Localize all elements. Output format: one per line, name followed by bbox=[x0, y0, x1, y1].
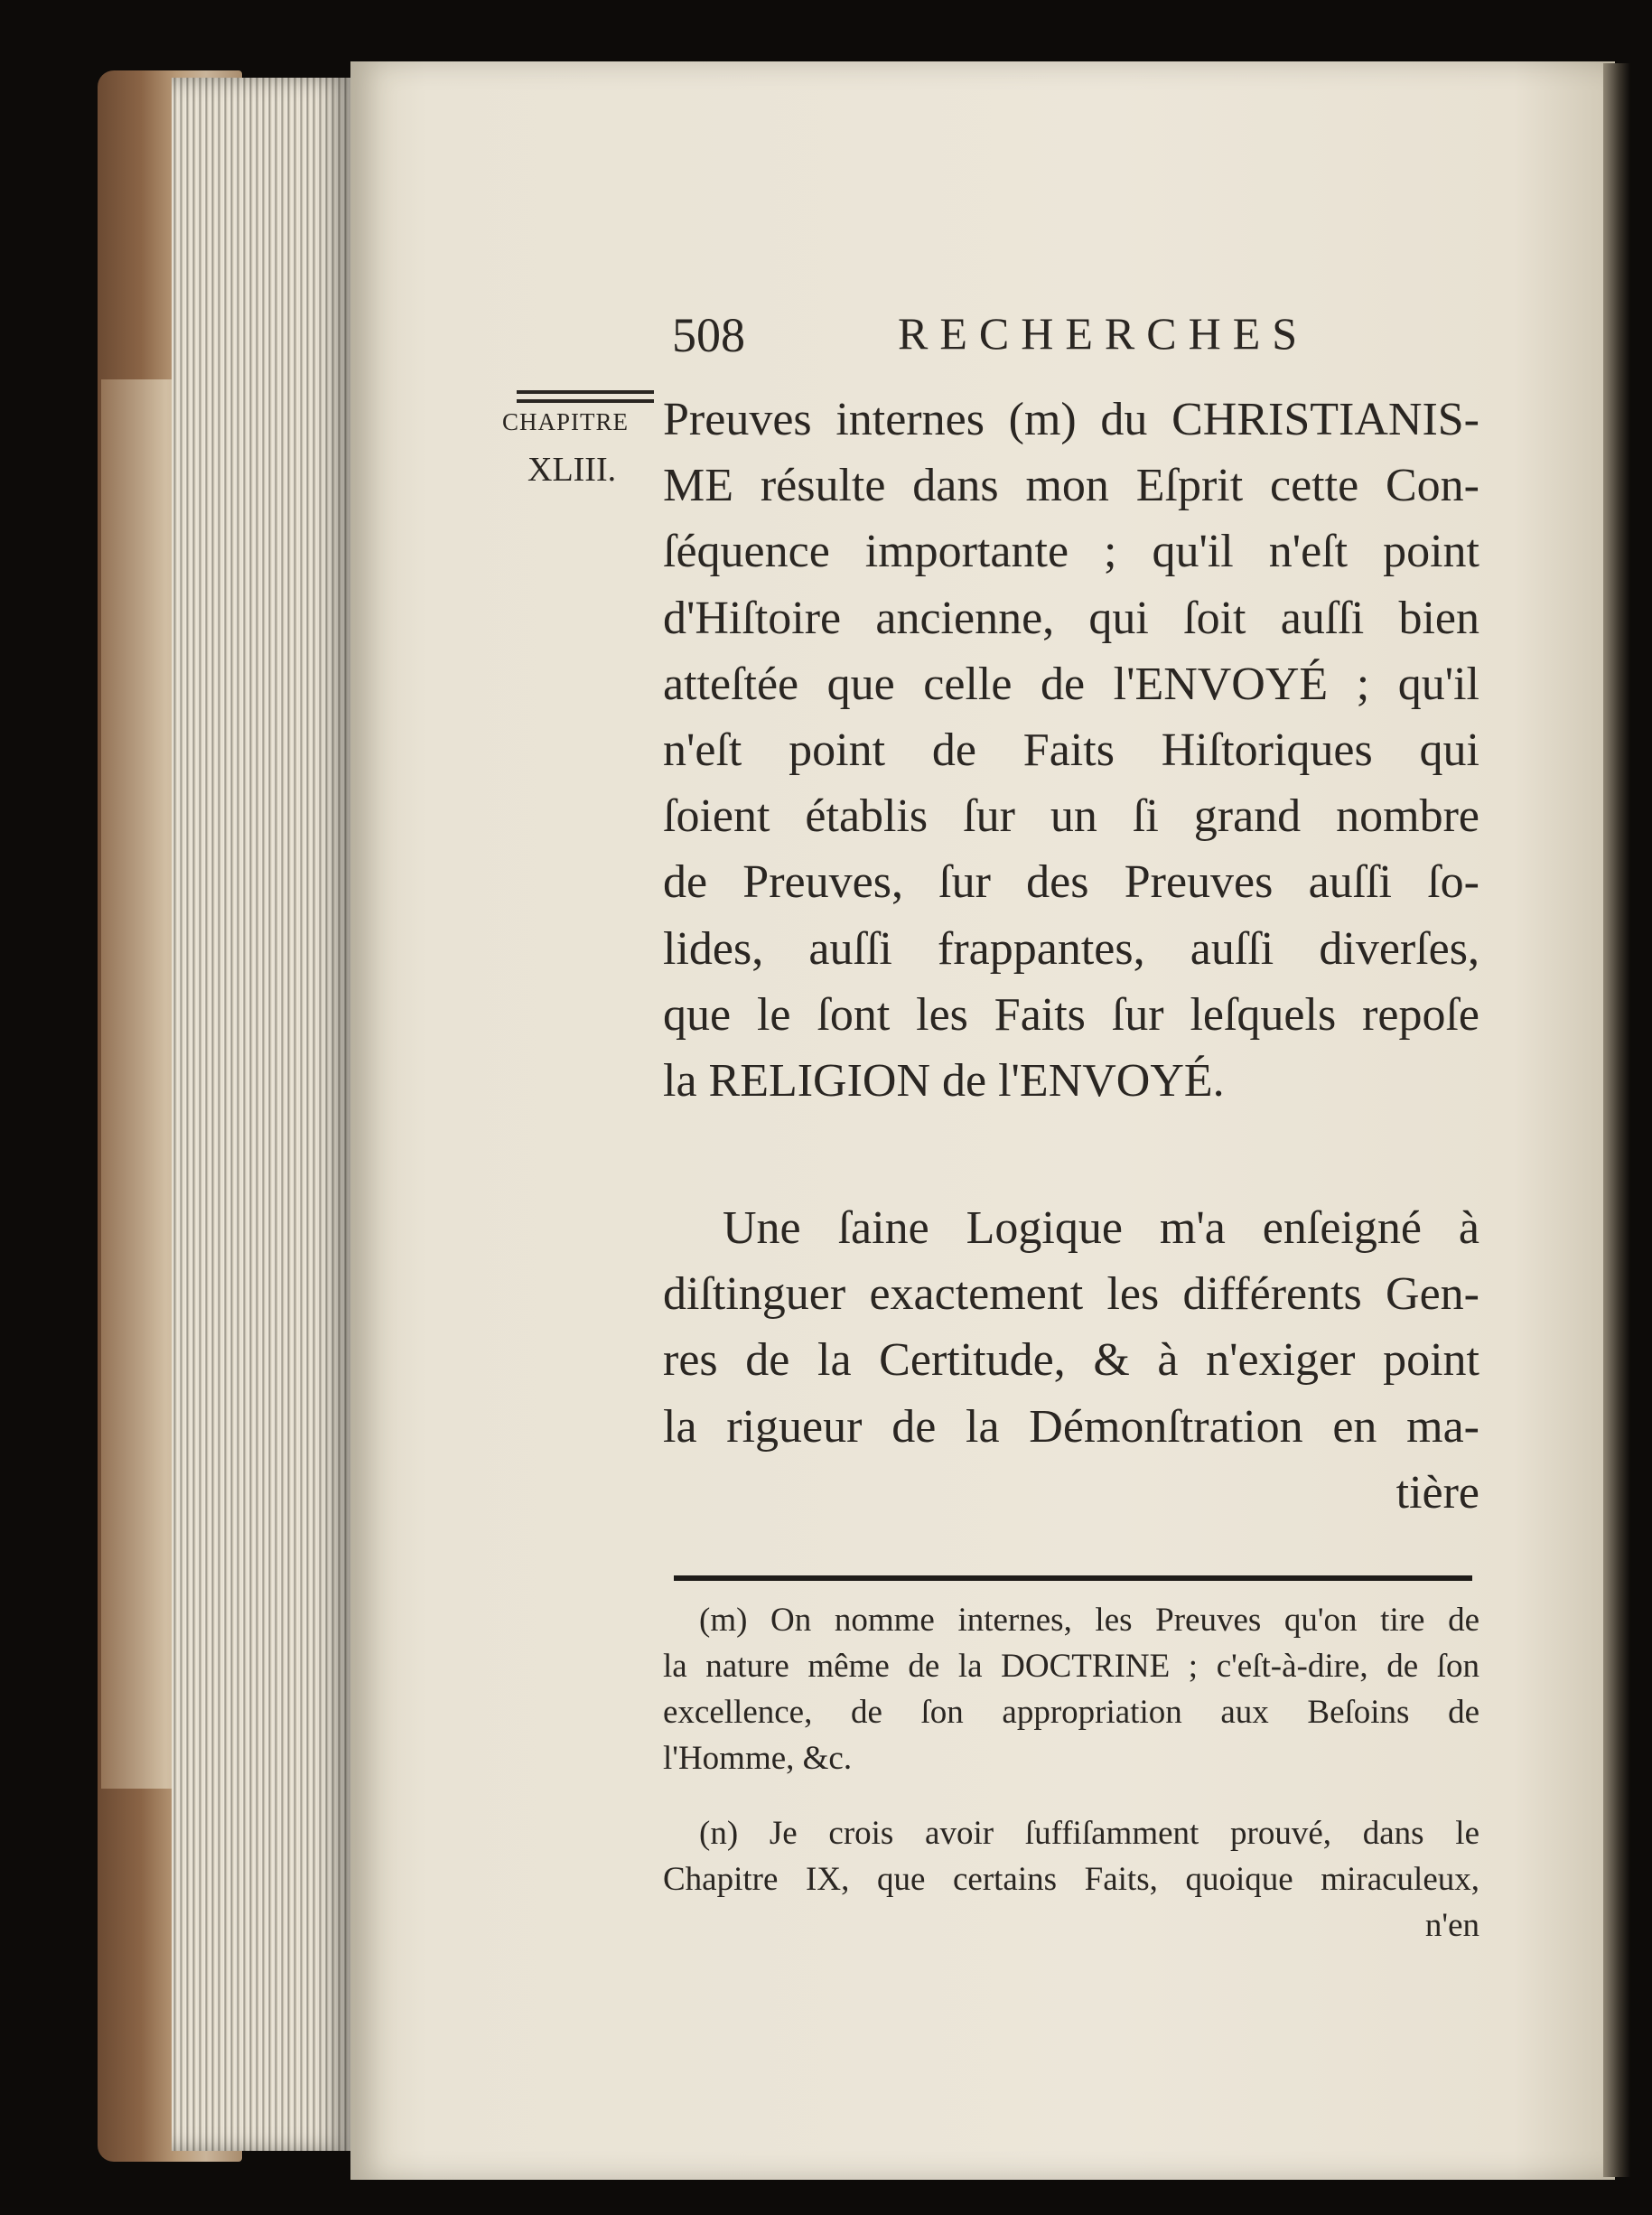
footnote-rule bbox=[674, 1575, 1472, 1581]
text-line: n'eſt point de Faits Hiſtoriques qui bbox=[663, 724, 1479, 776]
catchword: n'en bbox=[1424, 1907, 1479, 1944]
footnote-line: la nature même de la DOCTRINE ; c'eſt-à-dire, de ſon bbox=[663, 1648, 1479, 1685]
footnote-n bbox=[663, 1810, 1479, 1949]
page-edges bbox=[172, 78, 352, 2151]
margin-rule-top bbox=[517, 390, 654, 394]
text-line: d'Hiſtoire ancienne, qui ſoit auſſi bien bbox=[663, 592, 1479, 644]
text-line: de Preuves, ſur des Preuves auſſi ſo- bbox=[663, 856, 1479, 909]
footnote-m bbox=[663, 1597, 1479, 1781]
text-line: la rigueur de la Démonſtration en ma- bbox=[663, 1400, 1479, 1453]
page-number: 508 bbox=[672, 308, 745, 362]
text-line: lides, auſſi frappantes, auſſi diverſes, bbox=[663, 922, 1479, 975]
text-line: atteſtée que celle de l'ENVOYÉ ; qu'il bbox=[663, 658, 1479, 710]
text-line: que le ſont les Faits ſur leſquels repoſe bbox=[663, 988, 1479, 1041]
text-line: diſtinguer exactement les différents Gen- bbox=[663, 1268, 1479, 1321]
book-gutter bbox=[1603, 63, 1630, 2177]
margin-chapter-number: XLIII. bbox=[527, 451, 617, 489]
footnote-line: Chapitre IX, que certains Faits, quoique miraculeux, bbox=[663, 1861, 1479, 1898]
footnote-line: excellence, de ſon appropriation aux Beſoins de bbox=[663, 1694, 1479, 1731]
footnote-line: l'Homme, &c. bbox=[663, 1740, 853, 1777]
text-line: la RELIGION de l'ENVOYÉ. bbox=[663, 1054, 1225, 1107]
margin-chapter-label: CHAPITRE bbox=[502, 408, 630, 435]
text-line: Preuves internes (m) du CHRISTIANIS- bbox=[663, 394, 1479, 445]
paragraph-2 bbox=[663, 1195, 1479, 1526]
text-line: ſoient établis ſur un ſi grand nombre bbox=[663, 790, 1479, 843]
text-line: tière bbox=[1395, 1466, 1479, 1519]
text-line: ME résulte dans mon Eſprit cette Con- bbox=[663, 460, 1479, 512]
paragraph-1 bbox=[663, 387, 1479, 1114]
footnote-line: (m) On nomme internes, les Preuves qu'on tire de bbox=[699, 1602, 1479, 1639]
text-line: Une ſaine Logique m'a enſeigné à bbox=[723, 1202, 1479, 1254]
text-line: res de la Certitude, & à n'exiger point bbox=[663, 1334, 1479, 1387]
margin-rule-bottom bbox=[517, 399, 654, 403]
text-line: ſéquence importante ; qu'il n'eſt point bbox=[663, 526, 1479, 578]
running-head: RECHERCHES bbox=[898, 308, 1310, 359]
footnote-line: (n) Je crois avoir ſuffiſamment prouvé, dans le bbox=[699, 1815, 1479, 1852]
page-header bbox=[672, 307, 1310, 370]
